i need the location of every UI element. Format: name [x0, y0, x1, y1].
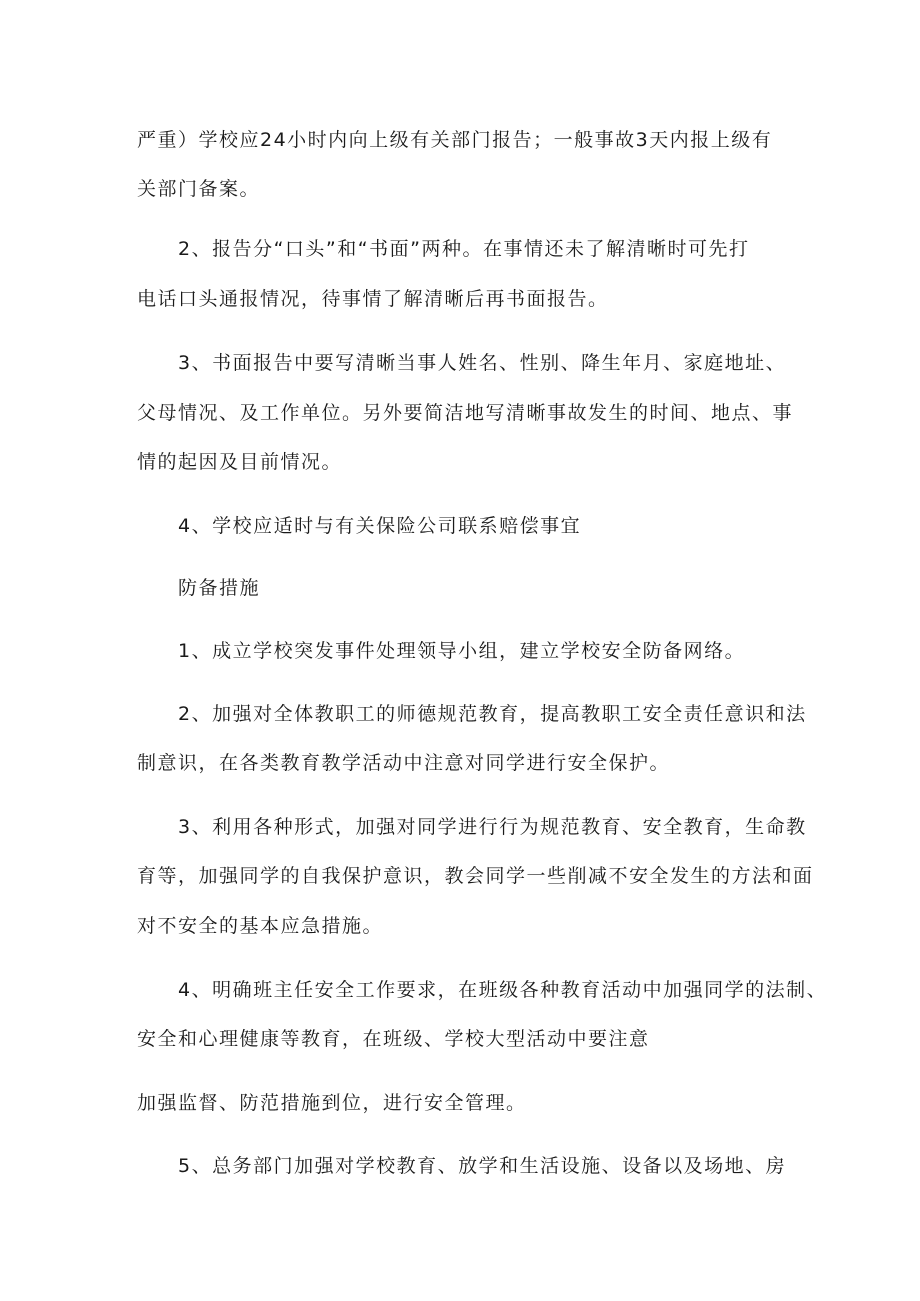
- text-line: 情的起因及目前情况。: [137, 451, 343, 473]
- text-line: 4、明确班主任安全工作要求，在班级各种教育活动中加强同学的法制、: [178, 979, 828, 1001]
- text-line: 3、书面报告中要写清晰当事人姓名、性别、降生年月、家庭地址、: [178, 352, 787, 374]
- text-line: 严重）学校应24小时内向上级有关部门报告；一般事故3天内报上级有: [137, 129, 773, 151]
- text-line: 父母情况、及工作单位。另外要简洁地写清晰事故发生的时间、地点、事: [137, 402, 794, 424]
- text-line: 加强监督、防范措施到位，进行安全管理。: [137, 1092, 527, 1114]
- text-line: 2、加强对全体教职工的师德规范教育，提高教职工安全责任意识和法: [178, 703, 807, 725]
- text-line: 安全和心理健康等教育，在班级、学校大型活动中要注意: [137, 1028, 650, 1050]
- text-line: 电话口头通报情况，待事情了解清晰后再书面报告。: [137, 288, 609, 310]
- text-line: 4、学校应适时与有关保险公司联系赔偿事宜: [178, 515, 582, 537]
- text-line: 2、报告分“口头”和“书面”两种。在事情还未了解清晰时可先打: [178, 238, 750, 260]
- text-line: 制意识，在各类教育教学活动中注意对同学进行安全保护。: [137, 752, 671, 774]
- text-line: 关部门备案。: [137, 178, 261, 200]
- text-line: 1、成立学校突发事件处理领导小组，建立学校安全防备网络。: [178, 640, 746, 662]
- text-line: 对不安全的基本应急措施。: [137, 915, 384, 937]
- text-line: 育等，加强同学的自我保护意识，教会同学一些削减不安全发生的方法和面: [137, 865, 814, 887]
- text-line: 5、总务部门加强对学校教育、放学和生活设施、设备以及场地、房: [178, 1155, 787, 1177]
- section-heading: 防备措施: [178, 577, 261, 599]
- text-line: 3、利用各种形式，加强对同学进行行为规范教育、安全教育，生命教: [178, 816, 807, 838]
